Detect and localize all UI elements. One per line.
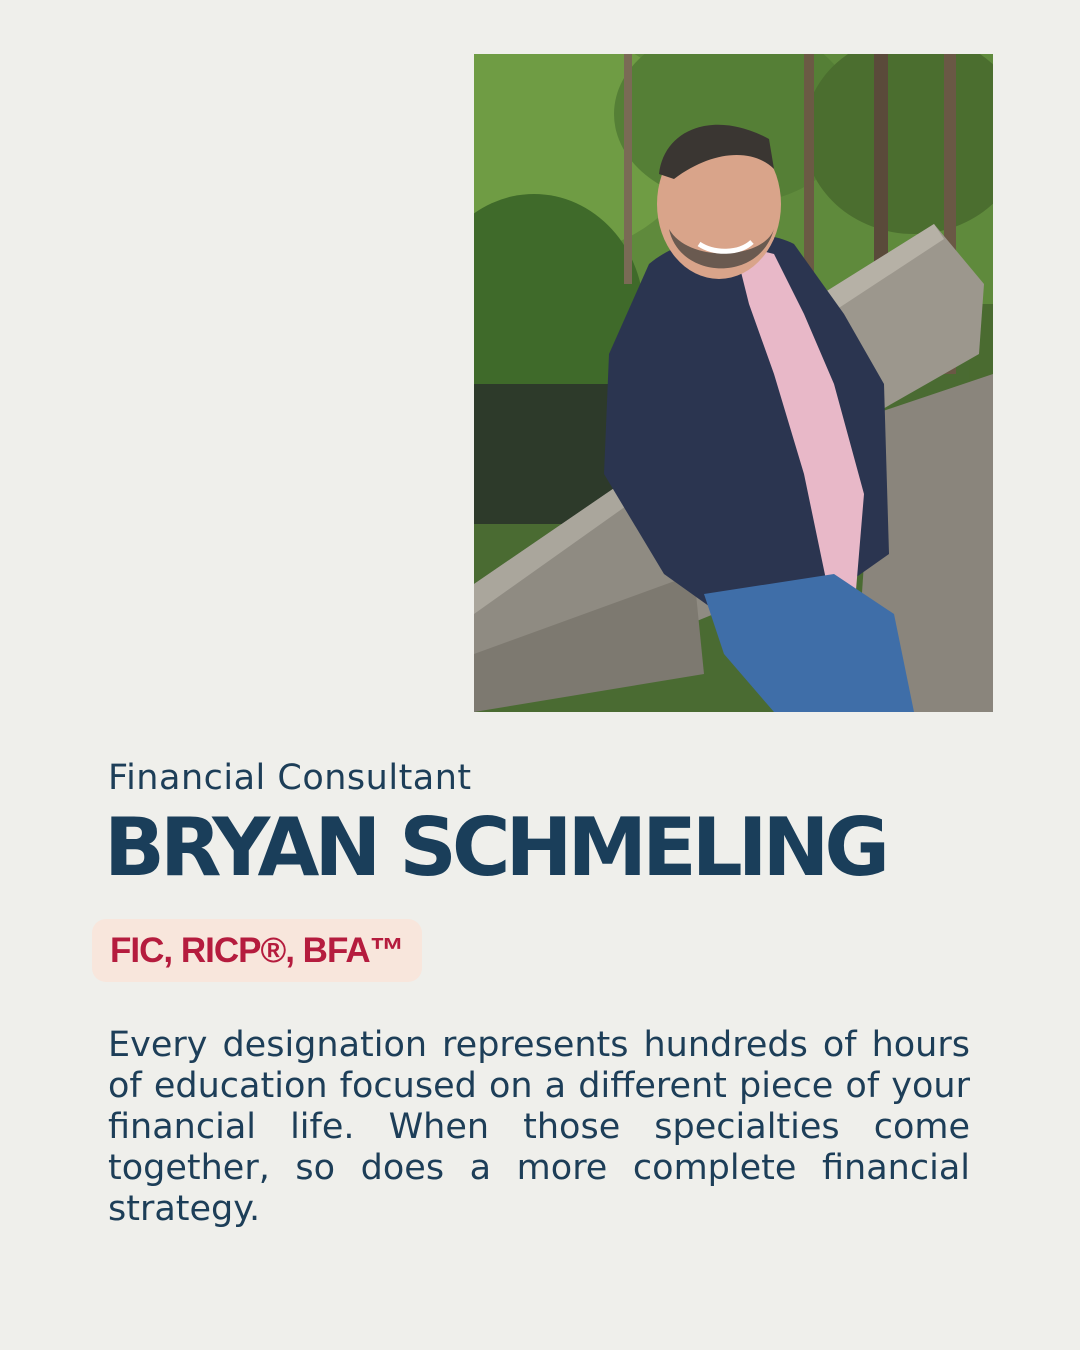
person-name: BRYAN SCHMELING — [104, 801, 886, 894]
credentials-text: FIC, RICP®, BFA™ — [110, 930, 404, 970]
job-title: Financial Consultant — [108, 758, 472, 798]
profile-photo — [474, 54, 993, 712]
credentials-badge — [92, 919, 422, 982]
description-paragraph: Every designation represents hundreds of hours of education focused on a different piece of your financial life. When those specialties come together, so does a more complete financial strategy. — [108, 1025, 970, 1229]
